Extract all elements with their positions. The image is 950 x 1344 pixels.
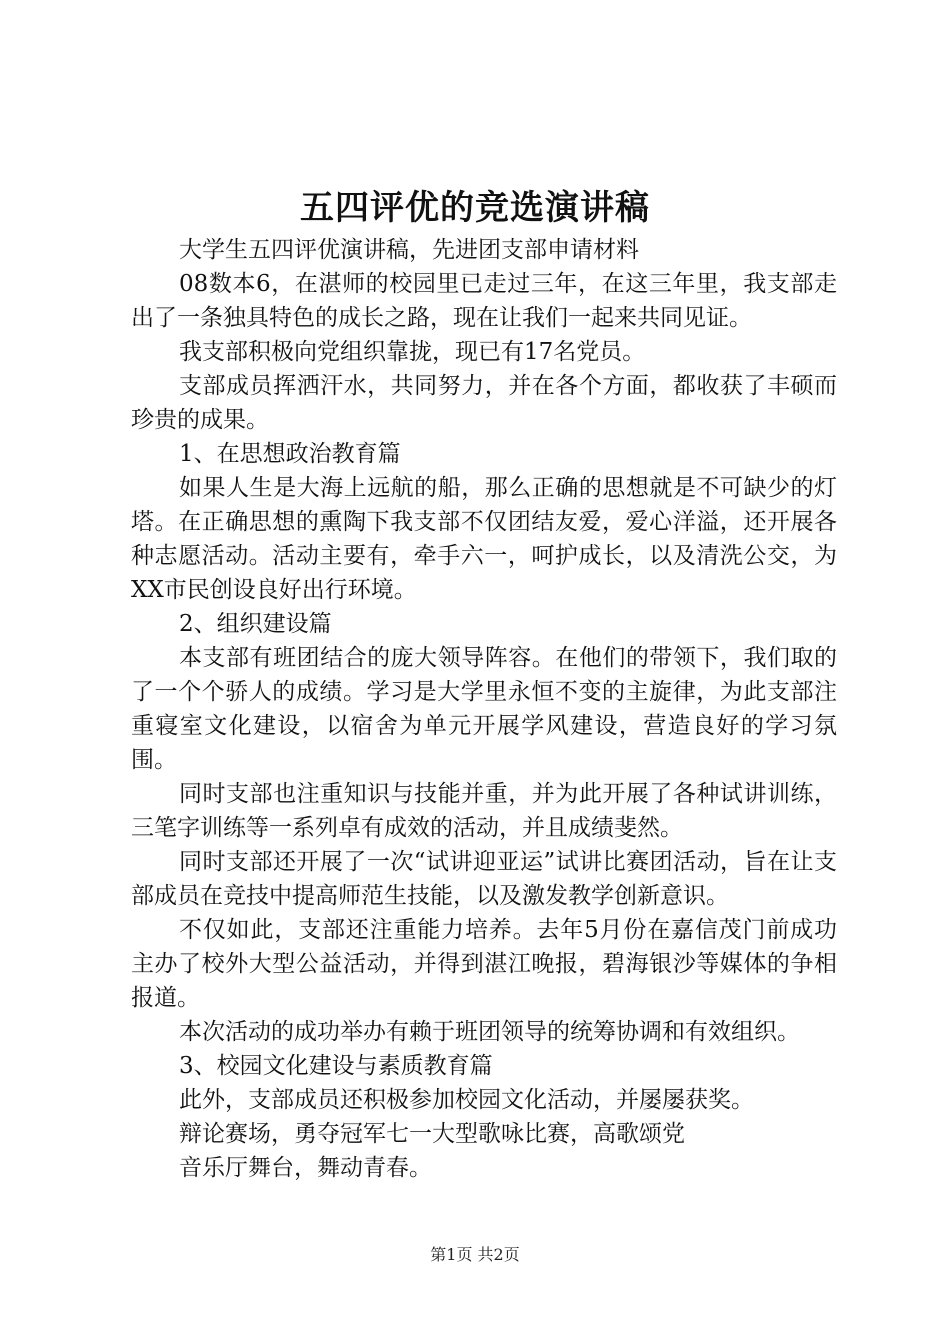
- section-heading-campus-culture: 3、校园文化建设与素质教育篇: [179, 1053, 493, 1079]
- paragraph-ideology: 如果人生是大海上远航的船，那么正确的思想就是不可缺少的灯塔。在正确思想的熏陶下我支部不仅团结友爱，爱心洋溢，还开展各种志愿活动。活动主要有，牵手六一，呵护成长，以及清洗公交，为XX市民创设良好出行环境。: [131, 475, 837, 603]
- paragraph-concert-hall: 音乐厅舞台，舞动青春。: [179, 1155, 432, 1181]
- paragraph-class-history: 08数本6，在湛师的校园里已走过三年，在这三年里，我支部走出了一条独具特色的成长之路，现在让我们一起来共同见证。: [131, 271, 837, 331]
- paragraph-coordination: 本次活动的成功举办有赖于班团领导的统筹协调和有效组织。: [179, 1019, 800, 1045]
- paragraph-public-welfare: 不仅如此，支部还注重能力培养。去年5月份在嘉信茂门前成功主办了校外大型公益活动，并得到湛江晚报，碧海银沙等媒体的争相报道。: [131, 917, 837, 1011]
- page-number-footer: 第1页 共2页: [430, 1245, 520, 1264]
- paragraph-intro: 大学生五四评优演讲稿，先进团支部申请材料: [179, 237, 639, 263]
- paragraph-campus-activities: 此外，支部成员还积极参加校园文化活动，并屡屡获奖。: [179, 1087, 754, 1113]
- document-title: 五四评优的竞选演讲稿: [300, 188, 650, 228]
- paragraph-leadership: 本支部有班团结合的庞大领导阵容。在他们的带领下，我们取的了一个个骄人的成绩。学习是大学里永恒不变的主旋律，为此支部注重寝室文化建设，以宿舍为单元开展学风建设，营造良好的学习氛围。: [131, 645, 837, 773]
- section-heading-organization: 2、组织建设篇: [179, 611, 332, 637]
- paragraph-party-members: 我支部积极向党组织靠拢，现已有17名党员。: [179, 339, 646, 365]
- document-body: [131, 233, 837, 1185]
- paragraph-competition: 同时支部还开展了一次“试讲迎亚运”试讲比赛团活动，旨在让支部成员在竞技中提高师范生技能，以及激发教学创新意识。: [131, 849, 837, 909]
- paragraph-debate: 辩论赛场，勇夺冠军七一大型歌咏比赛，高歌颂党: [179, 1121, 685, 1147]
- paragraph-achievements: 支部成员挥洒汗水，共同努力，并在各个方面，都收获了丰硕而珍贵的成果。: [131, 373, 837, 433]
- paragraph-skills-training: 同时支部也注重知识与技能并重，并为此开展了各种试讲训练，三笔字训练等一系列卓有成效的活动，并且成绩斐然。: [131, 781, 837, 841]
- section-heading-ideology: 1、在思想政治教育篇: [179, 441, 401, 467]
